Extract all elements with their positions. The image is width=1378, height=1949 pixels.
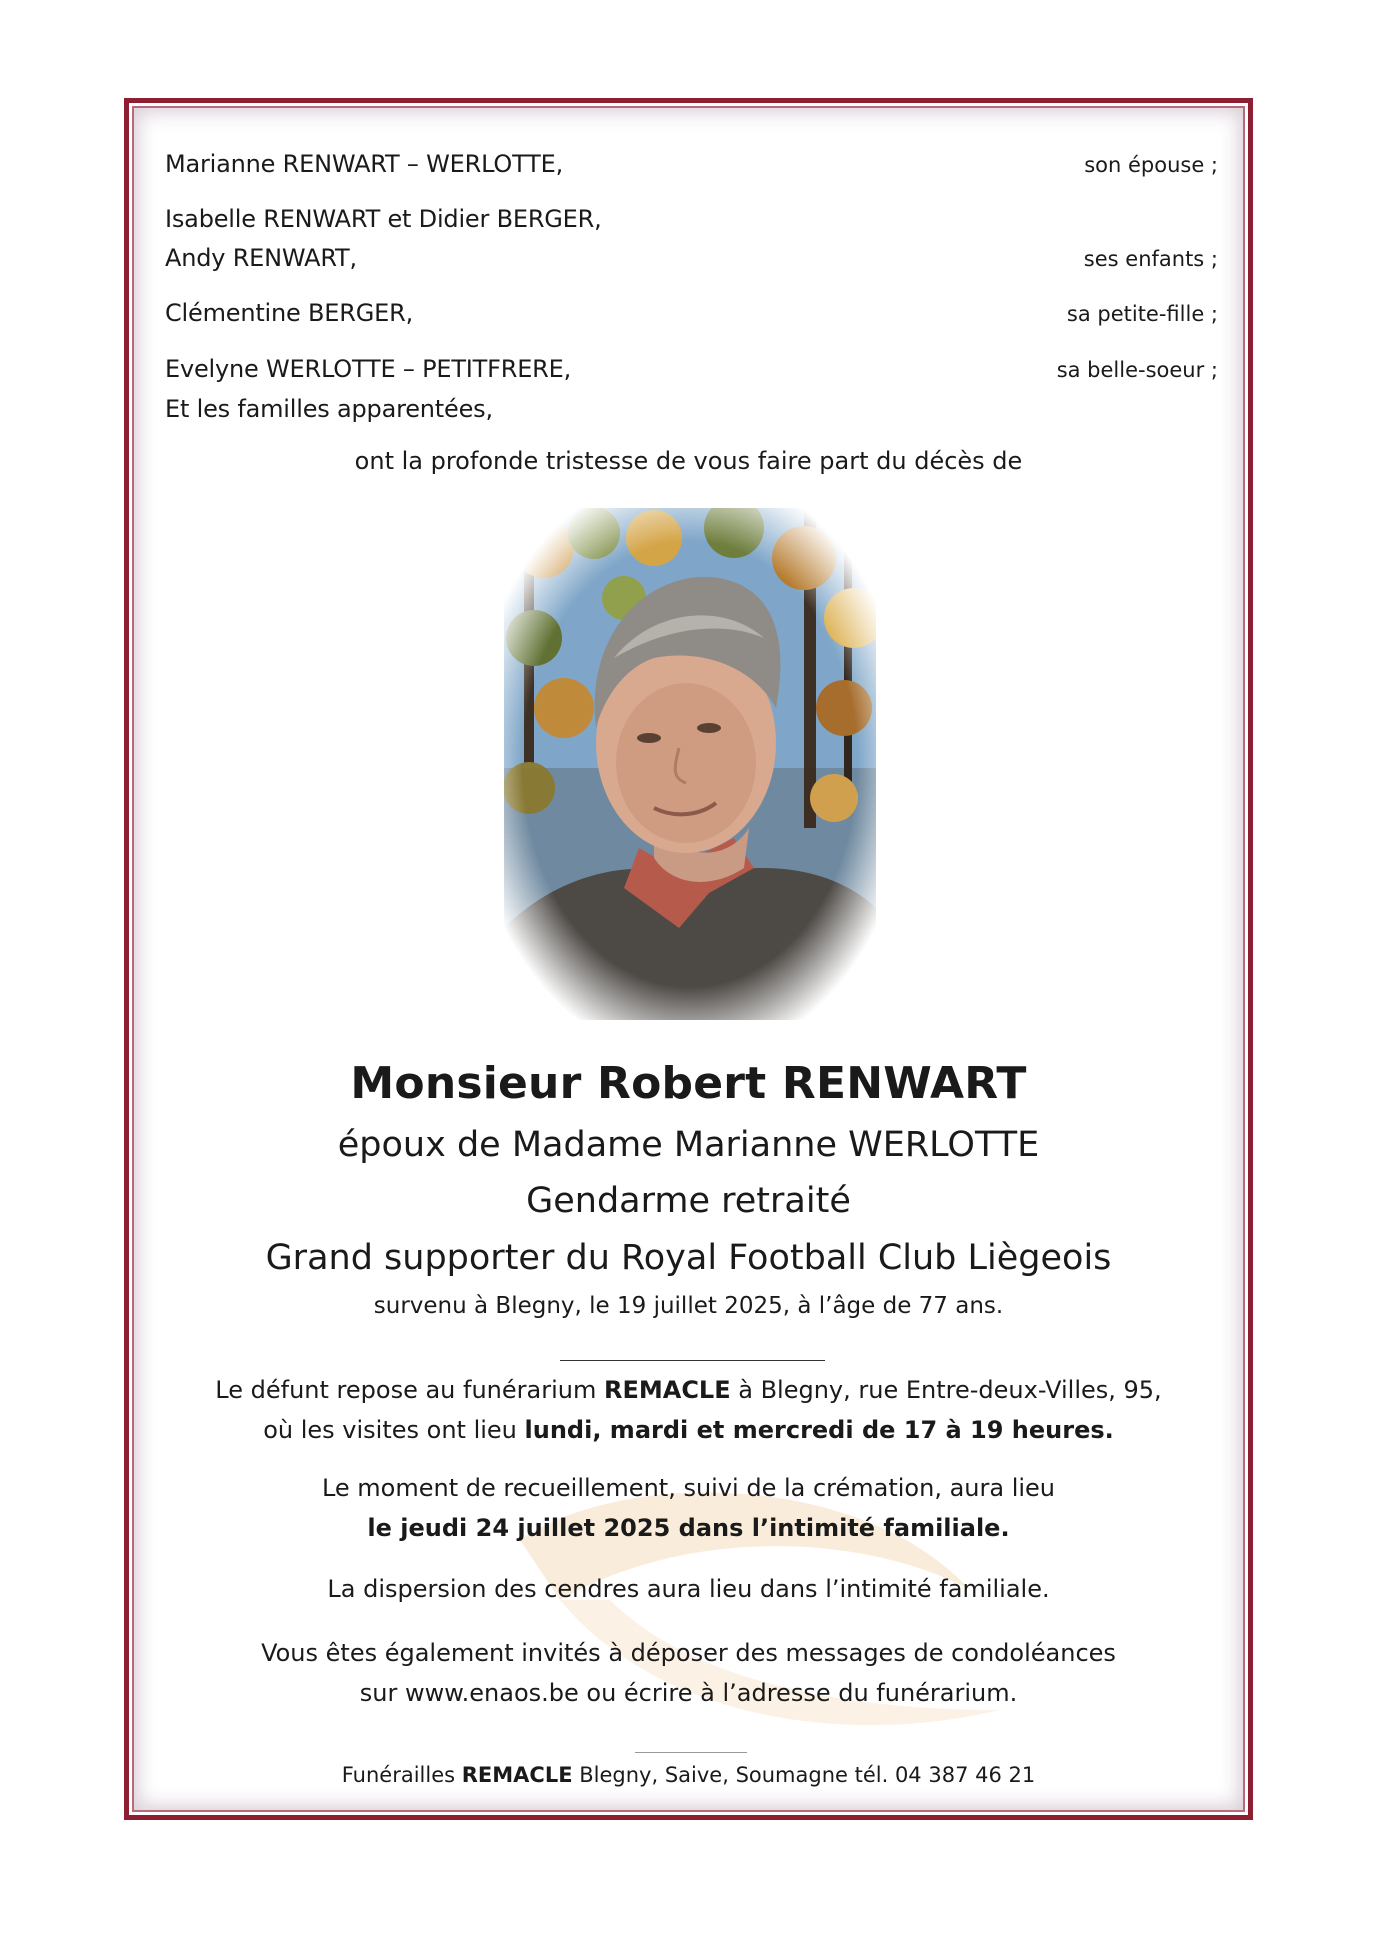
- deceased-occupation: Gendarme retraité: [526, 1181, 851, 1221]
- visit-text: Le défunt repose au funérarium: [215, 1376, 604, 1404]
- family-name: Evelyne WERLOTTE – PETITFRERE,: [165, 355, 572, 383]
- dispersion-text: La dispersion des cendres aura lieu dans l’intimité familiale.: [327, 1575, 1050, 1603]
- condolences-paragraph: [124, 1633, 1253, 1713]
- family-row-spouse: [165, 150, 1218, 178]
- portrait-photo: [504, 508, 876, 1020]
- deceased-death-info: survenu à Blegny, le 19 juillet 2025, à l’âge de 77 ans.: [373, 1293, 1004, 1319]
- visit-paragraph: [124, 1370, 1253, 1450]
- family-name: Clémentine BERGER,: [165, 299, 414, 327]
- deceased-spouse: époux de Madame Marianne WERLOTTE: [337, 1125, 1040, 1165]
- family-name: Andy RENWART,: [165, 244, 357, 272]
- condolences-line-2: sur www.enaos.be ou écrire à l’adresse du funérarium.: [359, 1679, 1018, 1707]
- footer-divider: [635, 1752, 747, 1753]
- family-relation: son épouse ;: [1084, 153, 1218, 177]
- family-name: Marianne RENWART – WERLOTTE,: [165, 150, 564, 178]
- footer-text: Funérailles: [341, 1763, 462, 1787]
- funeral-home-name: REMACLE: [603, 1376, 731, 1404]
- deceased-name: Monsieur Robert RENWART: [350, 1058, 1027, 1109]
- condolences-line-1: Vous êtes également invités à déposer des messages de condoléances: [261, 1639, 1116, 1667]
- visit-line-1: [124, 1370, 1253, 1410]
- announcement-intro: ont la profonde tristesse de vous faire part du décès de: [354, 447, 1023, 475]
- family-relation: ses enfants ;: [1083, 247, 1218, 271]
- visit-address: à Blegny, rue Entre-deux-Villes, 95,: [730, 1376, 1162, 1404]
- family-relation: sa belle-soeur ;: [1056, 358, 1218, 382]
- family-name: Et les familles apparentées,: [165, 395, 493, 423]
- footer-contact: Blegny, Saive, Soumagne tél. 04 387 46 21: [572, 1763, 1036, 1787]
- family-name: Isabelle RENWART et Didier BERGER,: [165, 205, 602, 233]
- family-relation: sa petite-fille ;: [1066, 302, 1218, 326]
- section-divider: [560, 1360, 825, 1361]
- ceremony-paragraph: [124, 1468, 1253, 1548]
- family-row-children: [165, 244, 1218, 272]
- footer-brand: REMACLE: [461, 1763, 573, 1787]
- deceased-note: Grand supporter du Royal Football Club Liègeois: [265, 1238, 1112, 1278]
- visit-line-2: [124, 1410, 1253, 1450]
- family-row-sister-in-law: [165, 355, 1218, 383]
- ceremony-date-text: le jeudi 24 juillet 2025 dans l’intimité familiale.: [367, 1514, 1010, 1542]
- family-row-granddaughter: [165, 299, 1218, 327]
- footer: [124, 1763, 1253, 1787]
- visit-text: où les visites ont lieu: [263, 1416, 525, 1444]
- ceremony-date: [124, 1508, 1253, 1548]
- visit-hours: lundi, mardi et mercredi de 17 à 19 heures.: [524, 1416, 1114, 1444]
- ceremony-line-1: Le moment de recueillement, suivi de la crémation, aura lieu: [321, 1474, 1056, 1502]
